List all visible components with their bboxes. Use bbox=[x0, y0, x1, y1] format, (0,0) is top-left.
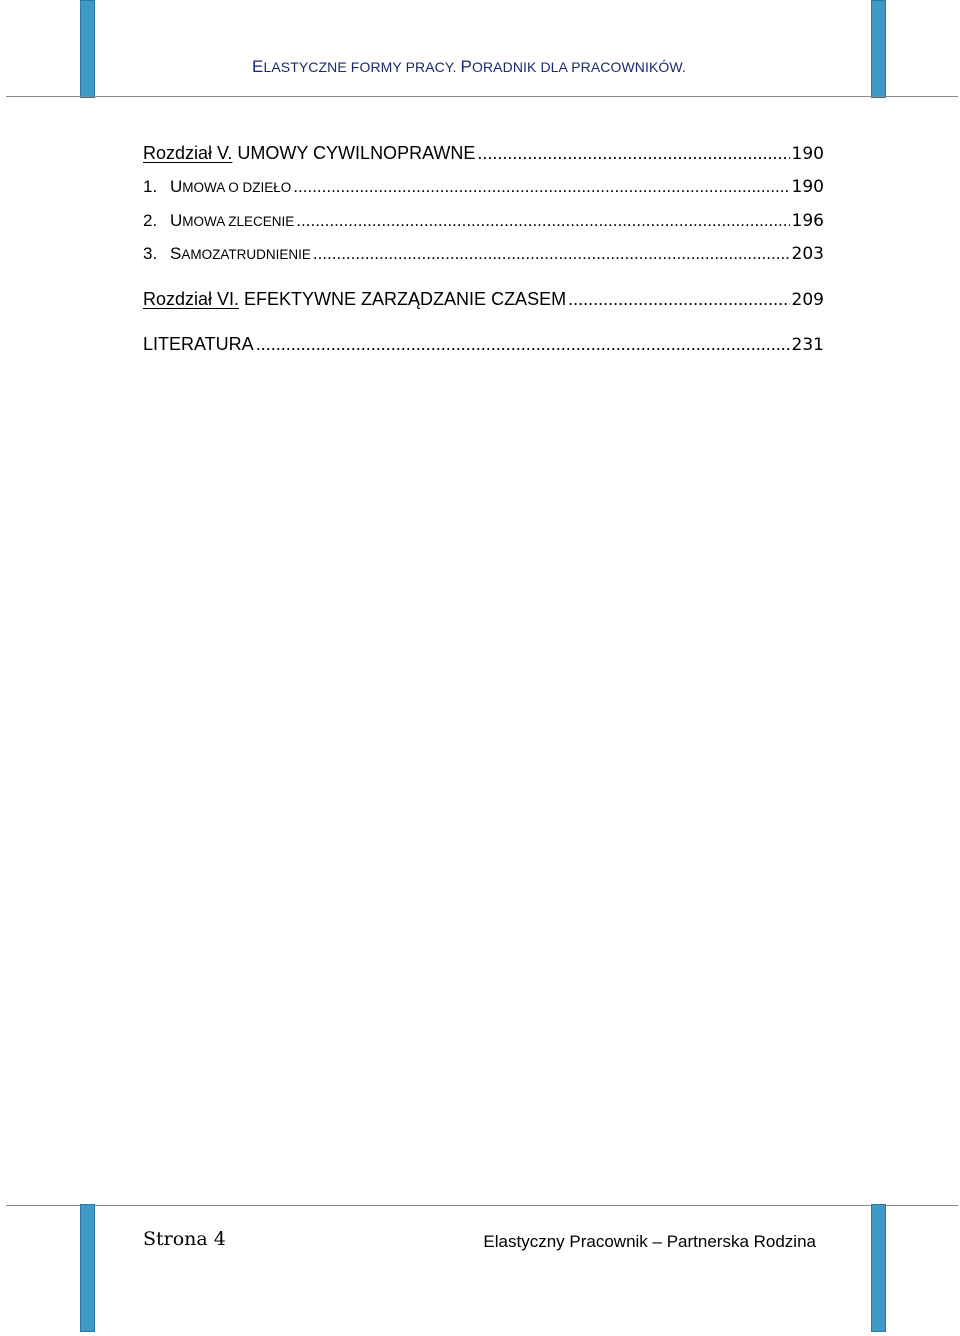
footer-title: Elastyczny Pracownik – Partnerska Rodzina bbox=[483, 1232, 816, 1251]
toc-item-2-text bbox=[143, 211, 294, 231]
header-cap1: E bbox=[252, 57, 264, 76]
header-cap2: P bbox=[460, 57, 472, 76]
header-rule bbox=[6, 96, 958, 97]
toc-literature-page: 231 bbox=[791, 335, 824, 355]
toc-leader bbox=[256, 334, 790, 355]
toc-item-3[interactable] bbox=[143, 244, 824, 264]
toc-leader bbox=[296, 211, 789, 231]
footer-left-bar bbox=[80, 1204, 95, 1332]
footer-page-number: Strona 4 bbox=[143, 1228, 226, 1250]
toc-chapter-6-label: Rozdział VI. bbox=[143, 289, 240, 309]
toc-item-1-num: 1. bbox=[143, 177, 158, 196]
toc-item-1[interactable] bbox=[143, 177, 824, 197]
toc-chapter-6-title: EFEKTYWNE ZARZĄDZANIE CZASEM bbox=[239, 289, 567, 309]
toc-item-3-rest: AMOZATRUDNIENIE bbox=[181, 247, 311, 262]
toc-chapter-5-text bbox=[143, 143, 475, 164]
toc-item-2-rest: MOWA ZLECENIE bbox=[182, 214, 295, 229]
toc-chapter-6-page: 209 bbox=[791, 290, 824, 310]
toc-leader bbox=[313, 244, 790, 264]
footer-right-bar bbox=[871, 1204, 886, 1332]
toc-leader bbox=[568, 289, 789, 310]
toc-item-2-cap: U bbox=[170, 211, 183, 230]
toc-item-1-rest: MOWA O DZIEŁO bbox=[182, 180, 292, 195]
toc-item-3-page: 203 bbox=[791, 244, 824, 264]
header-part1: LASTYCZNE FORMY PRACY. bbox=[263, 59, 461, 75]
toc-item-2-page: 196 bbox=[791, 211, 824, 231]
toc-item-3-cap: S bbox=[170, 244, 182, 263]
toc-chapter-5[interactable] bbox=[143, 143, 824, 164]
toc-literature-title: LITERATURA bbox=[143, 334, 254, 354]
toc-item-2-num: 2. bbox=[143, 211, 158, 230]
toc-item-2[interactable] bbox=[143, 211, 824, 231]
toc-chapter-5-page: 190 bbox=[791, 144, 824, 164]
toc-item-3-num: 3. bbox=[143, 244, 158, 263]
toc-chapter-5-title: UMOWY CYWILNOPRAWNE bbox=[232, 143, 476, 163]
toc-item-1-page: 190 bbox=[791, 177, 824, 197]
toc-chapter-5-label: Rozdział V. bbox=[143, 143, 233, 163]
footer-rule bbox=[6, 1205, 958, 1206]
toc-leader bbox=[477, 143, 789, 164]
toc-leader bbox=[293, 177, 789, 197]
toc-chapter-6-text bbox=[143, 289, 566, 310]
running-header bbox=[252, 57, 686, 77]
toc-literature[interactable] bbox=[143, 334, 824, 355]
toc-chapter-6[interactable] bbox=[143, 289, 824, 310]
header-right-bar bbox=[871, 0, 886, 98]
header-left-bar bbox=[80, 0, 95, 98]
toc-item-1-cap: U bbox=[170, 177, 183, 196]
header-part2: ORADNIK DLA PRACOWNIKÓW. bbox=[471, 59, 686, 75]
toc-item-3-text bbox=[143, 244, 311, 264]
toc-item-1-text bbox=[143, 177, 291, 197]
